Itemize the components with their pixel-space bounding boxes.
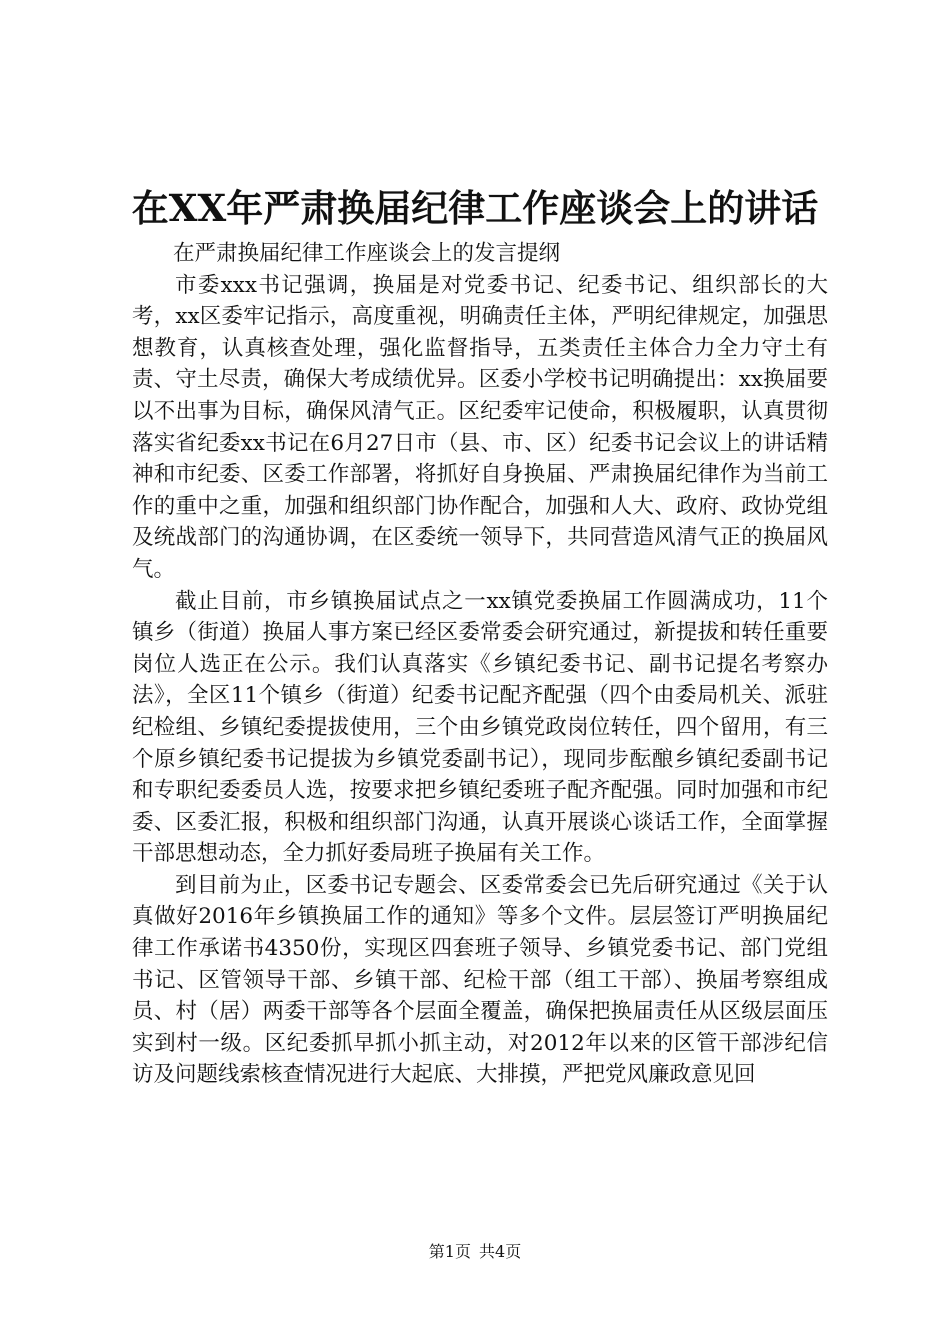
paragraph-3: 到目前为止，区委书记专题会、区委常委会已先后研究通过《关于认真做好2016年乡镇换届工作的通知》等多个文件。层层签订严明换届纪律工作承诺书4350份，实现区四套班子领导、乡镇党委书记、部门党组书记、区管领导干部、乡镇干部、纪检干部（组工干部）、换届考察组成员、村（居）两委干部等各个层面全覆盖，确保把换届责任从区级层面压实到村一级。区纪委抓早抓小抓主动，对2012年以来的区管干部涉纪信访及问题线索核查情况进行大起底、大排摸，严把党风廉政意见回: [132, 872, 828, 1088]
paragraph-2: 截止目前，市乡镇换届试点之一xx镇党委换届工作圆满成功，11个镇乡（街道）换届人事方案已经区委常委会研究通过，新提拔和转任重要岗位人选正在公示。我们认真落实《乡镇纪委书记、副书记提名考察办法》，全区11个镇乡（街道）纪委书记配齐配强（四个由委局机关、派驻纪检组、乡镇纪委提拔使用，三个由乡镇党政岗位转任，四个留用，有三个原乡镇纪委书记提拔为乡镇党委副书记），现同步酝酿乡镇纪委副书记和专职纪委委员人选，按要求把乡镇纪委班子配齐配强。同时加强和市纪委、区委汇报，积极和组织部门沟通，认真开展谈心谈话工作，全面掌握干部思想动态，全力抓好委局班子换届有关工作。: [132, 588, 828, 867]
page-number-footer: 第1页 共4页: [428, 1242, 522, 1261]
paragraph-1: 市委xxx书记强调，换届是对党委书记、纪委书记、组织部长的大考，xx区委牢记指示，高度重视，明确责任主体，严明纪律规定，加强思想教育，认真核查处理，强化监督指导，五类责任主体合力全力守土有责、守土尽责，确保大考成绩优异。区委小学校书记明确提出：xx换届要以不出事为目标，确保风清气正。区纪委牢记使命，积极履职，认真贯彻落实省纪委xx书记在6月27日市（县、市、区）纪委书记会议上的讲话精神和市纪委、区委工作部署，将抓好自身换届、严肃换届纪律作为当前工作的重中之重，加强和组织部门协作配合，加强和人大、政府、政协党组及统战部门的沟通协调，在区委统一领导下，共同营造风清气正的换届风气。: [132, 272, 828, 582]
document-title: 在XX年严肃换届纪律工作座谈会上的讲话: [131, 186, 819, 230]
document-body: [132, 238, 828, 1091]
document-subtitle: 在严肃换届纪律工作座谈会上的发言提纲: [173, 241, 561, 266]
